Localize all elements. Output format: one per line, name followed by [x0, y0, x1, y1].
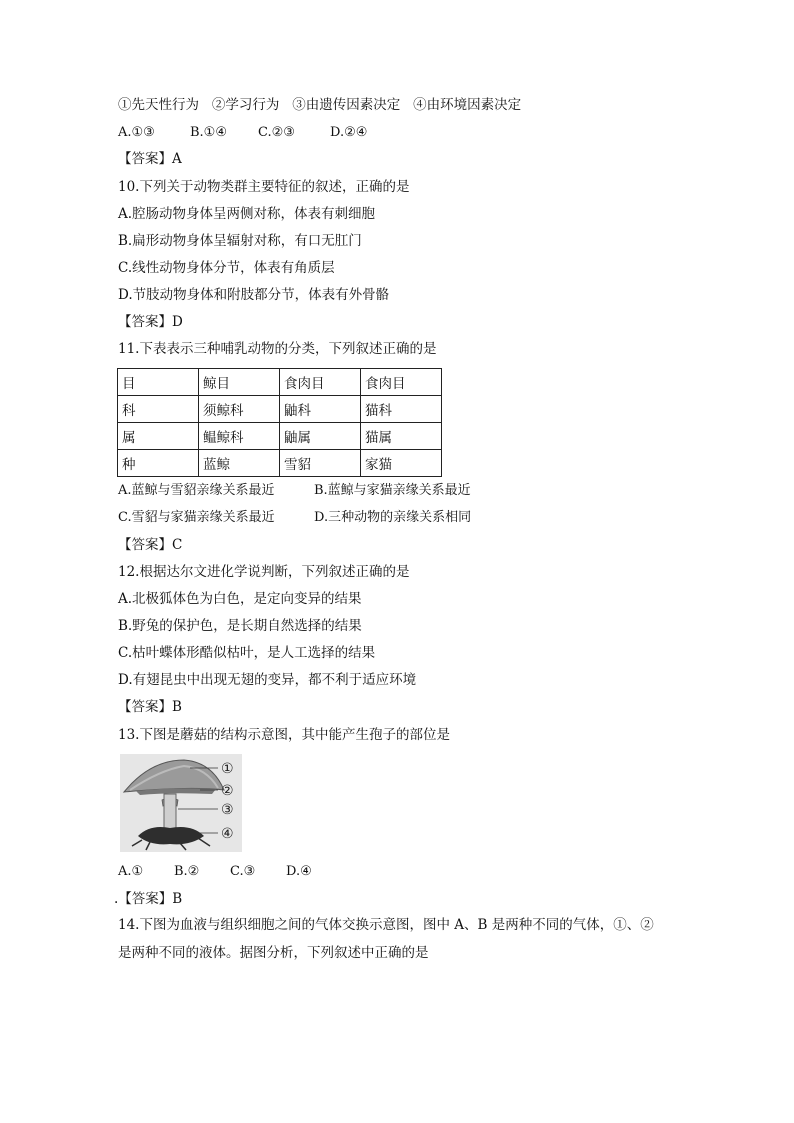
table-row — [118, 423, 442, 450]
mushroom-diagram — [120, 754, 242, 852]
figure-label-1: ① — [221, 761, 234, 777]
q12-stem: 12.根据达尔文进化学说判断，下列叙述正确的是 — [118, 564, 410, 580]
table-cell: 鲸目 — [199, 369, 280, 396]
table-row — [118, 369, 442, 396]
table-cell: 鼬科 — [280, 396, 361, 423]
table-cell: 鼬属 — [280, 423, 361, 450]
q10-stem: 10.下列关于动物类群主要特征的叙述，正确的是 — [118, 179, 410, 195]
table-cell: 鳁鲸科 — [199, 423, 280, 450]
q9-option-c: C.②③ — [258, 125, 295, 140]
q13-option-c: C.③ — [230, 864, 256, 879]
q11-option-d: D.三种动物的亲缘关系相同 — [314, 510, 472, 525]
table-cell: 猫科 — [361, 396, 442, 423]
table-cell: 科 — [118, 396, 199, 423]
q10-option-a: A.腔肠动物身体呈两侧对称，体表有刺细胞 — [118, 206, 376, 222]
q11-option-b: B.蓝鲸与家猫亲缘关系最近 — [314, 483, 471, 498]
q9-option-b: B.①④ — [190, 125, 227, 140]
table-cell: 雪貂 — [280, 450, 361, 477]
table-cell: 蓝鲸 — [199, 450, 280, 477]
q12-option-d: D.有翅昆虫中出现无翅的变异，都不利于适应环境 — [118, 672, 417, 688]
q13-option-d: D.④ — [286, 864, 312, 879]
q14-stem-line2: 是两种不同的液体。据图分析，下列叙述中正确的是 — [118, 945, 429, 961]
table-cell: 食肉目 — [361, 369, 442, 396]
figure-label-3: ③ — [221, 802, 234, 818]
figure-label-4: ④ — [221, 826, 234, 842]
q9-option-d: D.②④ — [330, 125, 368, 140]
q13-option-a: A.① — [118, 864, 144, 879]
q10-option-c: C.线性动物身体分节，体表有角质层 — [118, 260, 335, 276]
table-cell: 须鲸科 — [199, 396, 280, 423]
q13-option-b: B.② — [174, 864, 200, 879]
table-row — [118, 450, 442, 477]
q10-option-b: B.扁形动物身体呈辐射对称，有口无肛门 — [118, 233, 362, 249]
table-cell: 家猫 — [361, 450, 442, 477]
table-cell: 种 — [118, 450, 199, 477]
q11-option-c: C.雪貂与家猫亲缘关系最近 — [118, 510, 275, 525]
table-cell: 食肉目 — [280, 369, 361, 396]
q12-option-c: C.枯叶蝶体形酷似枯叶，是人工选择的结果 — [118, 645, 376, 661]
q9-answer: 【答案】A — [118, 151, 182, 167]
figure-label-2: ② — [221, 783, 234, 799]
q13-answer: .【答案】B — [114, 891, 183, 907]
q13-stem: 13.下图是蘑菇的结构示意图，其中能产生孢子的部位是 — [118, 727, 450, 743]
q14-stem-line1: 14.下图为血液与组织细胞之间的气体交换示意图，图中 A、B 是两种不同的气体，①、② — [118, 917, 654, 933]
q11-option-a: A.蓝鲸与雪貂亲缘关系最近 — [118, 483, 275, 498]
table-cell: 目 — [118, 369, 199, 396]
q11-answer: 【答案】C — [118, 537, 183, 553]
table-cell: 猫属 — [361, 423, 442, 450]
q11-stem: 11.下表表示三种哺乳动物的分类，下列叙述正确的是 — [118, 341, 437, 357]
classification-table — [117, 368, 442, 477]
q12-answer: 【答案】B — [118, 699, 182, 715]
q12-option-a: A.北极狐体色为白色，是定向变异的结果 — [118, 591, 362, 607]
q10-answer: 【答案】D — [118, 314, 183, 330]
q9-option-a: A.①③ — [118, 125, 155, 140]
q10-option-d: D.节肢动物身体和附肢都分节，体表有外骨骼 — [118, 287, 390, 303]
table-cell: 属 — [118, 423, 199, 450]
q12-option-b: B.野兔的保护色，是长期自然选择的结果 — [118, 618, 362, 634]
table-row — [118, 396, 442, 423]
q9-choices: ①先天性行为 ②学习行为 ③由遗传因素决定 ④由环境因素决定 — [118, 97, 522, 113]
